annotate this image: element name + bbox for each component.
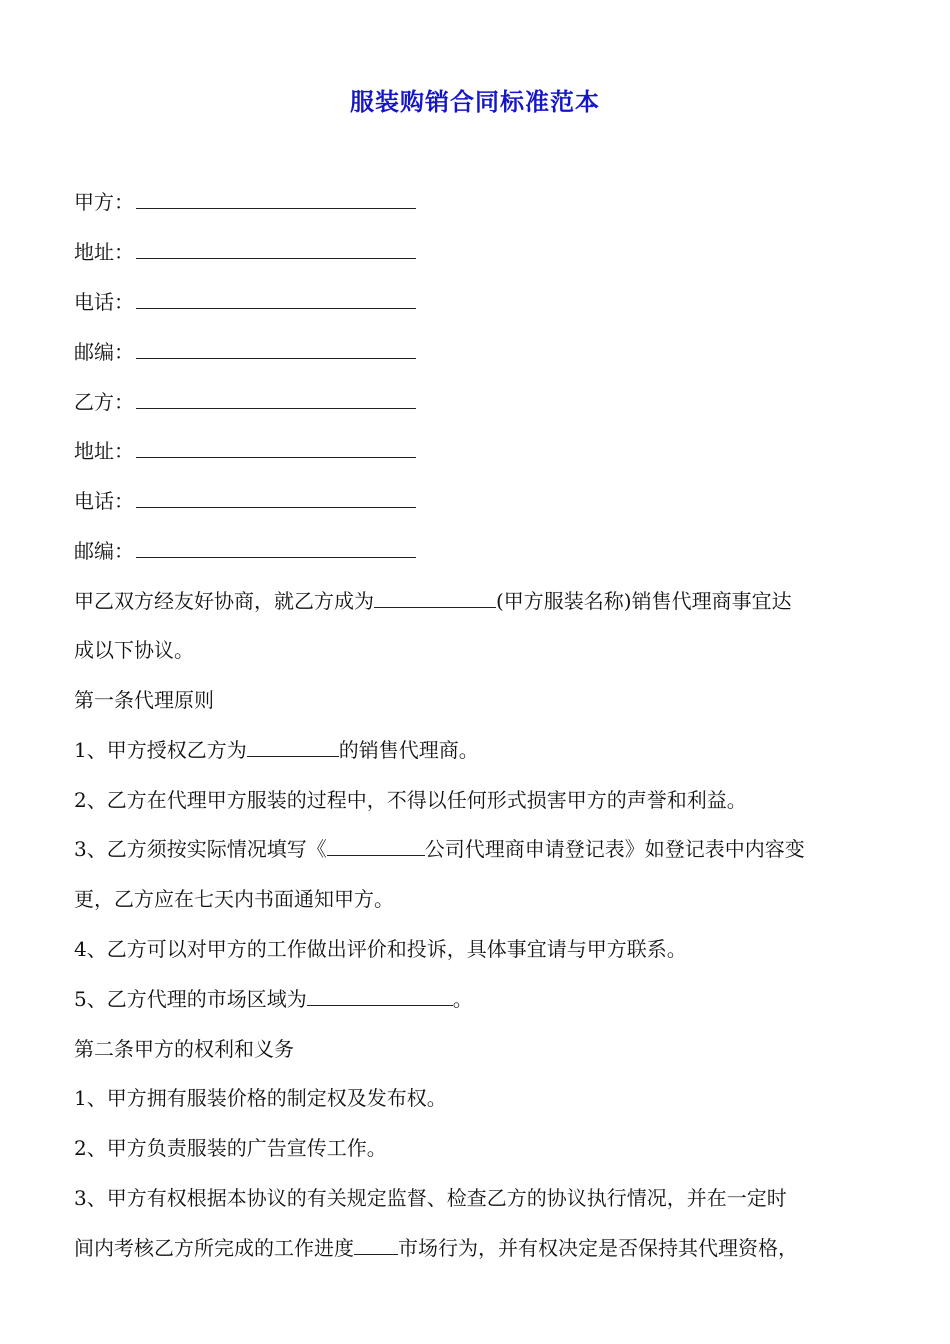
blank-line	[136, 238, 416, 259]
field-party-a-postcode	[74, 338, 416, 366]
clause-item	[74, 985, 473, 1013]
clause-item: 2、甲方负责服装的广告宣传工作。	[74, 1136, 387, 1160]
field-party-a-phone	[74, 288, 416, 316]
clause-item: 2、乙方在代理甲方服装的过程中，不得以任何形式损害甲方的声誉和利益。	[74, 788, 747, 812]
field-party-b-postcode	[74, 537, 416, 565]
field-label: 电话：	[74, 489, 134, 513]
clause-item: 3、甲方有权根据本协议的有关规定监督、检查乙方的协议执行情况，并在一定时	[74, 1186, 787, 1210]
blank-line	[136, 437, 416, 458]
clause-text: 市场行为，并有权决定是否保持其代理资格，	[398, 1236, 798, 1260]
field-party-b-phone	[74, 487, 416, 515]
intro-paragraph-line1	[74, 587, 792, 615]
intro-text: (甲方服装名称)销售代理商事宜达	[496, 589, 792, 613]
clause-text: 的销售代理商。	[338, 738, 479, 762]
clause-text: 公司代理商申请登记表》如登记表中内容变	[424, 837, 805, 861]
clause-item	[74, 736, 479, 764]
blank-line	[354, 1234, 398, 1255]
clause-item: 4、乙方可以对甲方的工作做出评价和投诉，具体事宜请与甲方联系。	[74, 937, 687, 961]
field-label: 邮编：	[74, 539, 134, 563]
blank-line	[136, 388, 416, 409]
section-heading: 第一条代理原则	[74, 688, 214, 712]
section-heading: 第二条甲方的权利和义务	[74, 1037, 294, 1061]
field-party-b	[74, 388, 416, 416]
blank-line	[307, 985, 453, 1006]
blank-line	[136, 338, 416, 359]
intro-paragraph-line2: 成以下协议。	[74, 638, 194, 662]
clause-item	[74, 835, 805, 863]
blank-line	[136, 288, 416, 309]
field-label: 乙方：	[74, 390, 134, 414]
blank-line	[136, 487, 416, 508]
clause-text: 1、甲方授权乙方为	[74, 738, 247, 762]
clause-text: 间内考核乙方所完成的工作进度	[74, 1236, 354, 1260]
clause-text: 3、乙方须按实际情况填写《	[74, 837, 327, 861]
clause-text: 5、乙方代理的市场区域为	[74, 987, 307, 1011]
blank-line	[374, 587, 496, 608]
field-party-a	[74, 188, 416, 216]
field-party-b-address	[74, 437, 416, 465]
field-party-a-address	[74, 238, 416, 266]
clause-item: 1、甲方拥有服装价格的制定权及发布权。	[74, 1086, 447, 1110]
document-title: 服装购销合同标准范本	[350, 87, 600, 116]
field-label: 地址：	[74, 439, 134, 463]
field-label: 邮编：	[74, 340, 134, 364]
intro-text: 甲乙双方经友好协商，就乙方成为	[74, 589, 374, 613]
blank-line	[136, 537, 416, 558]
clause-text: 。	[452, 987, 473, 1011]
field-label: 电话：	[74, 290, 134, 314]
clause-item-continued	[74, 1234, 798, 1262]
field-label: 甲方：	[74, 190, 134, 214]
clause-item-continued: 更，乙方应在七天内书面通知甲方。	[74, 887, 394, 911]
blank-line	[327, 835, 425, 856]
field-label: 地址：	[74, 240, 134, 264]
blank-line	[247, 736, 339, 757]
blank-line	[136, 188, 416, 209]
